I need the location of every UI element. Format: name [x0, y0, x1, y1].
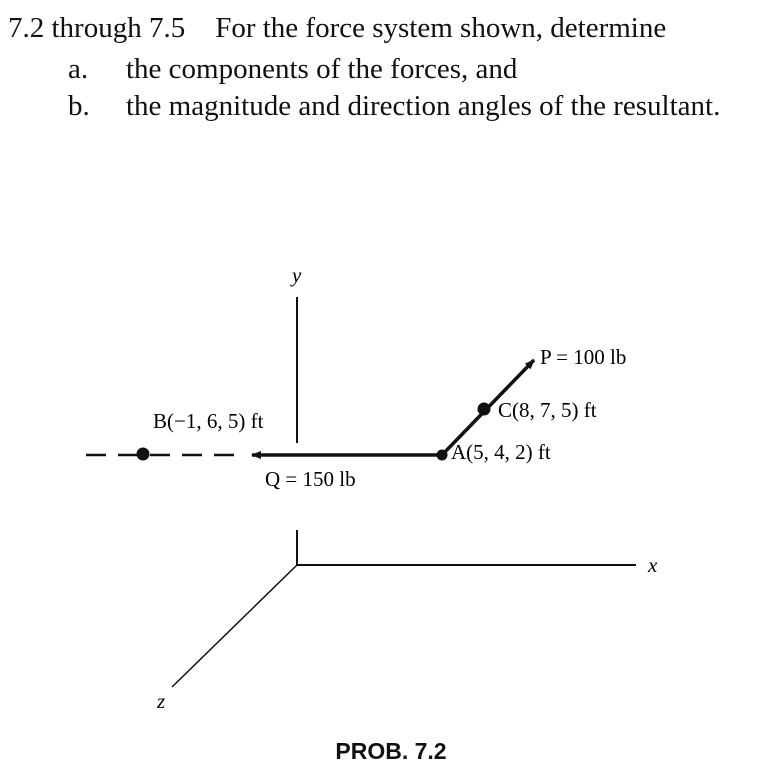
- problem-statement: For the force system shown, determine: [215, 12, 667, 44]
- point-a-label: A(5, 4, 2) ft: [451, 440, 551, 464]
- item-letter: a.: [68, 53, 89, 85]
- point-c: [478, 403, 491, 416]
- x-axis-label: x: [648, 553, 658, 577]
- point-c-label: C(8, 7, 5) ft: [498, 398, 597, 422]
- point-b-label: B(−1, 6, 5) ft: [153, 409, 264, 433]
- point-b: [137, 448, 150, 461]
- item-letter: b.: [68, 90, 90, 122]
- figure-caption: PROB. 7.2: [335, 738, 447, 764]
- force-q-label: Q = 150 lb: [265, 467, 356, 491]
- z-axis-label: z: [157, 689, 166, 713]
- problem-number: 7.2 through 7.5: [8, 12, 186, 44]
- z-axis: [172, 565, 297, 687]
- point-a: [437, 450, 448, 461]
- item-text: the components of the forces, and: [126, 53, 518, 85]
- y-axis-label: y: [292, 263, 302, 287]
- force-p-label: P = 100 lb: [540, 345, 627, 369]
- item-text: the magnitude and direction angles of the resultant.: [126, 90, 721, 122]
